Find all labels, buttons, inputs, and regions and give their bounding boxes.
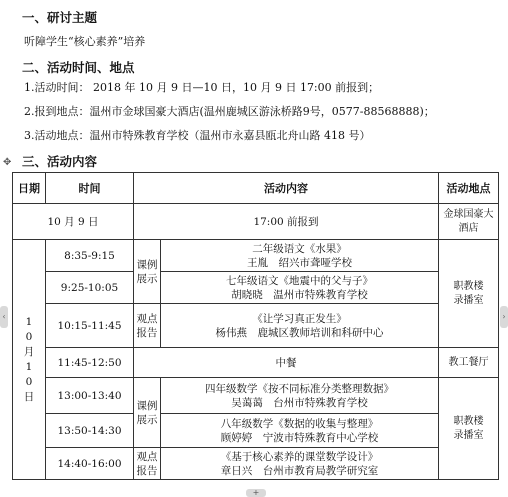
side-arrow-left-icon[interactable]: ‹ — [0, 306, 8, 328]
section-1-title: 一、研讨主题 — [22, 10, 98, 25]
category-cell: 课例展示 — [134, 378, 161, 448]
add-row-icon[interactable]: + — [246, 489, 266, 497]
location-cell: 职教楼录播室 — [439, 378, 499, 480]
checkin-location-line: 2.报到地点：温州市金球国豪大酒店(温州鹿城区游泳桥路9号，0577-88568888)； — [24, 105, 435, 118]
header-time: 时间 — [46, 173, 134, 204]
move-handle-icon[interactable]: ✥ — [3, 157, 12, 168]
schedule-table — [12, 172, 499, 480]
time-cell: 14:40-16:00 — [46, 448, 134, 480]
content-cell: 八年级数学《数据的收集与整理》 顾婷婷 宁波市特殊教育中心学校 — [161, 414, 439, 448]
table-row — [13, 204, 499, 240]
category-cell: 观点报告 — [134, 304, 161, 348]
content-cell: 中餐 — [134, 348, 439, 378]
content-cell: 《让学习真正发生》 杨伟燕 鹿城区教师培训和科研中心 — [161, 304, 439, 348]
day2-date: 10月10日 — [13, 240, 46, 480]
table-row — [13, 272, 499, 304]
section-3-title: 三、活动内容 — [22, 154, 98, 169]
category-cell: 课例展示 — [134, 240, 161, 304]
section-1-text: 听障学生“核心素养”培养 — [24, 35, 146, 48]
table-row — [13, 378, 499, 414]
header-content: 活动内容 — [134, 173, 439, 204]
side-arrow-right-icon[interactable]: › — [500, 306, 508, 328]
time-cell: 11:45-12:50 — [46, 348, 134, 378]
table-row — [13, 304, 499, 348]
time-cell: 13:50-14:30 — [46, 414, 134, 448]
content-cell: 七年级语文《地震中的父与子》 胡晓晓 温州市特殊教育学校 — [161, 272, 439, 304]
checkin-location: 金球国豪大酒店 — [439, 204, 499, 240]
checkin-content: 17:00 前报到 — [134, 204, 439, 240]
header-location: 活动地点 — [439, 173, 499, 204]
table-row — [13, 448, 499, 480]
content-cell: 四年级数学《按不同标准分类整理数据》 吴蔼蔼 台州市特殊教育学校 — [161, 378, 439, 414]
header-date: 日期 — [13, 173, 46, 204]
table-header-row — [13, 173, 499, 204]
location-cell: 职教楼录播室 — [439, 240, 499, 348]
content-cell: 二年级语文《水果》 王胤 绍兴市聋哑学校 — [161, 240, 439, 272]
section-2-title: 二、活动时间、地点 — [22, 60, 135, 75]
time-cell: 8:35-9:15 — [46, 240, 134, 272]
activity-time-line: 1.活动时间： 2018 年 10 月 9 日—10 日，10 月 9 日 17:00 前报到； — [24, 81, 380, 94]
activity-location-line: 3.活动地点：温州市特殊教育学校（温州市永嘉县瓯北舟山路 418 号） — [24, 129, 371, 142]
category-cell: 观点报告 — [134, 448, 161, 480]
content-cell: 《基于核心素养的课堂数学设计》 章日兴 台州市教育局教学研究室 — [161, 448, 439, 480]
time-cell: 9:25-10:05 — [46, 272, 134, 304]
table-row — [13, 240, 499, 272]
time-cell: 13:00-13:40 — [46, 378, 134, 414]
location-cell: 教工餐厅 — [439, 348, 499, 378]
table-row — [13, 348, 499, 378]
table-row — [13, 414, 499, 448]
checkin-date: 10 月 9 日 — [13, 204, 134, 240]
time-cell: 10:15-11:45 — [46, 304, 134, 348]
